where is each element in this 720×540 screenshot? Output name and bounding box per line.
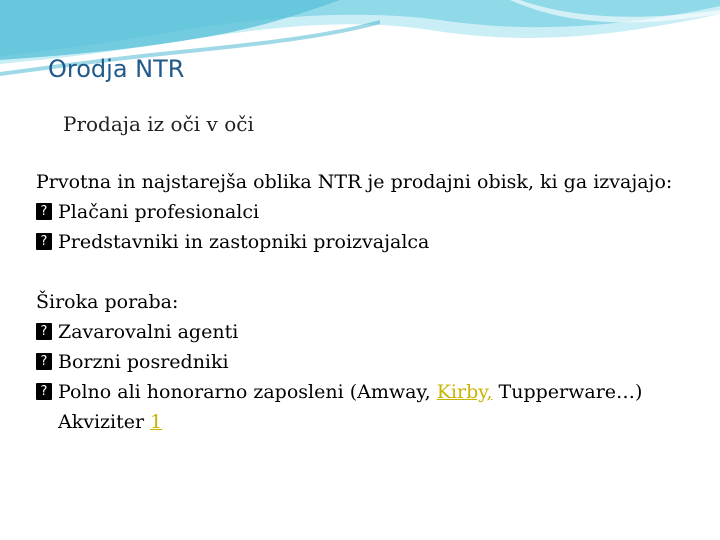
list-item-label: Plačani profesionalci bbox=[58, 201, 260, 223]
slide-subtitle: Prodaja iz oči v oči bbox=[63, 112, 254, 136]
bullet-placeholder-icon: ? bbox=[36, 323, 52, 340]
list-item bbox=[36, 227, 676, 257]
list-item-label: Polno ali honorarno zaposleni (Amway, bbox=[58, 381, 437, 403]
bullet-placeholder-icon: ? bbox=[36, 233, 52, 250]
kirby-link[interactable]: Kirby, bbox=[436, 381, 493, 403]
list-item bbox=[36, 317, 676, 347]
list-item-label: Borzni posredniki bbox=[58, 351, 229, 373]
bullet-placeholder-icon: ? bbox=[36, 353, 52, 370]
list-item-label-continued: Tupperware…) Akviziter bbox=[58, 381, 643, 433]
list-item-label: Zavarovalni agenti bbox=[58, 321, 239, 343]
list-item bbox=[36, 347, 676, 377]
section2-intro: Široka poraba: bbox=[36, 291, 179, 313]
bullet-placeholder-icon: ? bbox=[36, 203, 52, 220]
list-item bbox=[36, 197, 676, 227]
slide-title: Orodja NTR bbox=[48, 55, 185, 83]
slide-body bbox=[36, 167, 676, 437]
spacer bbox=[36, 257, 676, 287]
section1-intro: Prvotna in najstarejša oblika NTR je prodajni obisk, ki ga izvajajo: bbox=[36, 171, 673, 193]
bullet-placeholder-icon: ? bbox=[36, 383, 52, 400]
list-item-label: Predstavniki in zastopniki proizvajalca bbox=[58, 231, 430, 253]
reference-link[interactable]: 1 bbox=[150, 411, 163, 433]
list-item bbox=[36, 377, 676, 437]
